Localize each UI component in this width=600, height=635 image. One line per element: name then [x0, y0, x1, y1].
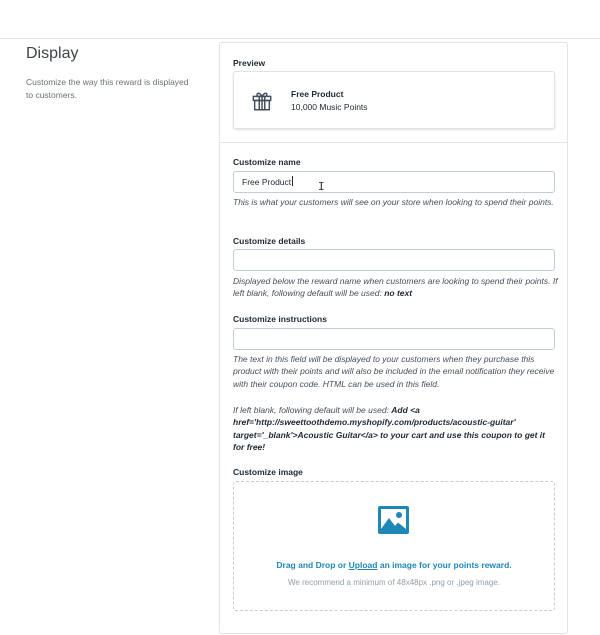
customize-instructions-default-help: [233, 404, 553, 454]
section-description: Customize the way this reward is displayed to customers.: [26, 77, 189, 100]
customize-details-input[interactable]: [233, 249, 555, 271]
customize-details-help-text: Displayed below the reward name when customers are looking to spend their points. If left blank, following default will be used:: [233, 276, 558, 299]
customize-image-label: Customize image: [233, 467, 303, 477]
text-caret: [292, 176, 293, 186]
preview-reward-points: 10,000 Music Points: [291, 102, 368, 112]
upload-link[interactable]: Upload: [348, 560, 378, 570]
card-divider: [220, 142, 567, 143]
gift-icon: [251, 90, 273, 112]
customize-instructions-label: Customize instructions: [233, 314, 327, 324]
display-settings-card: [219, 42, 568, 634]
section-header: [26, 44, 196, 101]
drop-text-before: Drag and Drop or: [276, 560, 347, 570]
reward-preview: [233, 71, 555, 129]
image-recommendation: We recommend a minimum of 48x48px .png or .jpeg image.: [288, 578, 500, 587]
customize-name-input[interactable]: [233, 171, 555, 193]
customize-instructions-default: Add <a href='http://sweettoothdemo.myshopify.com/products/acoustic-guitar' target='_blank'>Acoustic Guitar</a> to your cart and use this coupon to get it for free!: [233, 405, 545, 453]
drop-text-after: an image for your points reward.: [379, 560, 512, 570]
top-divider: [0, 38, 600, 39]
customize-details-label: Customize details: [233, 236, 306, 246]
preview-reward-name: Free Product: [291, 89, 344, 99]
customize-details-default: no text: [384, 288, 413, 299]
customize-details-help: [233, 275, 563, 300]
customize-instructions-input[interactable]: [233, 328, 555, 350]
image-icon: [377, 505, 410, 535]
image-drop-zone[interactable]: [233, 481, 555, 611]
customize-name-label: Customize name: [233, 157, 301, 167]
drop-instructions: [234, 560, 554, 570]
preview-label: Preview: [233, 58, 266, 68]
customize-instructions-help: The text in this field will be displayed to your customers when they purchase this product with their points and will also be included in the email notification they receive with their coupon code. HTML can be used in this field.: [233, 354, 555, 389]
customize-instructions-default-prefix: If left blank, following default will be used:: [233, 405, 389, 415]
customize-name-help: This is what your customers will see on your store when looking to spend their points.: [233, 197, 554, 207]
text-cursor-icon: I: [318, 180, 325, 193]
customize-name-value: Free Product: [242, 177, 292, 187]
section-title: Display: [26, 45, 79, 62]
